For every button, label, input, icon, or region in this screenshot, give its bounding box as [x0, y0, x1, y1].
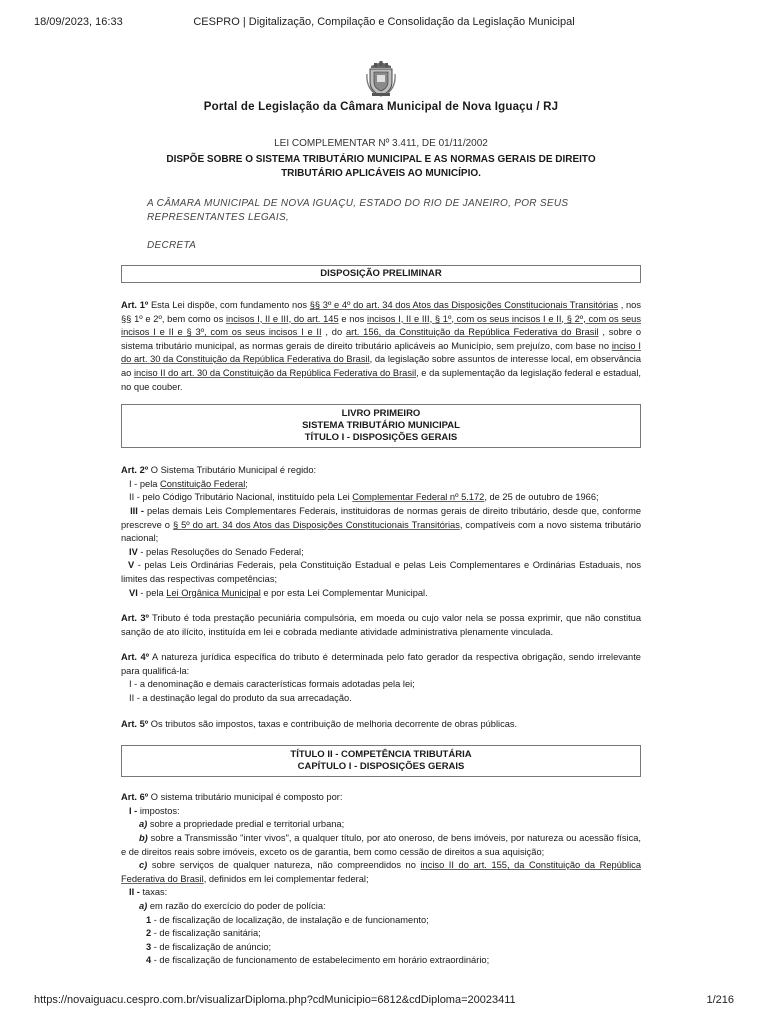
item-2 — [121, 927, 641, 941]
item-1 — [121, 914, 641, 928]
inciso-label: III - — [130, 505, 144, 516]
legal-reference-link[interactable]: inciso I do art. 30 da Constituição da República Federativa do Brasil — [121, 340, 642, 365]
print-header — [34, 16, 734, 30]
alinea-label: a) — [139, 901, 148, 911]
article-label: Art. 1º — [121, 300, 149, 310]
inciso-ii: II - a destinação legal do produto da sua arrecadação. — [129, 693, 352, 704]
inciso-iii — [121, 505, 641, 546]
inciso-iv — [121, 546, 641, 560]
item-text: - de fiscalização de localização, de instalação e de funcionamento; — [151, 914, 429, 925]
section-heading-text: DISPOSIÇÃO PRELIMINAR — [320, 268, 442, 279]
item-text: - de fiscalização sanitária; — [151, 928, 261, 939]
article-text: , da legislação sobre assuntos de interesse local, em observância ao — [121, 354, 642, 378]
article-label: Art. 3º — [121, 613, 149, 624]
print-page-title: CESPRO | Digitalização, Compilação e Consolidação da Legislação Municipal — [193, 16, 575, 28]
article-label: Art. 2º — [121, 465, 149, 476]
inciso-text: impostos: — [137, 805, 180, 816]
alinea-label: b) — [139, 833, 148, 844]
inciso-label: V — [128, 560, 135, 571]
inciso-text: - pela — [137, 587, 167, 598]
alinea-c — [121, 859, 641, 886]
item-text: - de fiscalização de anúncio; — [151, 941, 272, 952]
article-label: Art. 4º — [121, 652, 150, 663]
article-text: O Sistema Tributário Municipal é regido: — [148, 465, 317, 476]
alinea-text: sobre a Transmissão "inter vivos", a qualquer título, por ato oneroso, de bens imóveis, por natureza ou acessão física, e de direitos reais sobre imóveis, exceto os de garantia, bem como cessão de direitos a sua aquisição; — [121, 833, 641, 857]
inciso-text: e por esta Lei Complementar Municipal. — [260, 587, 428, 598]
legal-reference-link[interactable]: Lei Orgânica Municipal — [166, 587, 261, 598]
inciso-text: ; — [245, 478, 248, 489]
section-heading-text: TÍTULO II - COMPETÊNCIA TRIBUTÁRIA — [290, 749, 472, 761]
alinea-a — [121, 900, 641, 914]
legal-reference-link[interactable]: incisos I, II e III, do art. 145 — [225, 313, 339, 324]
inciso-text: - pela — [131, 478, 161, 489]
print-datetime: 18/09/2023, 16:33 — [34, 16, 123, 28]
article-text: A natureza jurídica específica do tributo é determinada pelo fato gerador da respectiva obrigação, sendo irrelevante para qualificá-la: — [121, 652, 641, 676]
inciso-text: , de 25 de outubro de 1966; — [484, 492, 599, 503]
article-1 — [121, 299, 641, 394]
section-heading-text: SISTEMA TRIBUTÁRIO MUNICIPAL — [302, 420, 460, 432]
coat-of-arms-icon — [365, 60, 397, 98]
article-text: Os tributos são impostos, taxas e contribuição de melhoria decorrente de obras públicas. — [148, 718, 518, 729]
inciso-ii — [121, 886, 641, 900]
alinea-a — [121, 818, 641, 832]
article-text: O sistema tributário municipal é composto por: — [148, 792, 343, 803]
article-text: , nos §§ 1º e 2º, bem como os — [121, 300, 641, 324]
alinea-text: , definidos em lei complementar federal; — [203, 873, 369, 884]
preamble: A CÂMARA MUNICIPAL DE NOVA IGUAÇU, ESTADO DO RIO DE JANEIRO, POR SEUS REPRESENTANTES LEGAIS, — [147, 198, 569, 223]
law-summary: DISPÕE SOBRE O SISTEMA TRIBUTÁRIO MUNICIPAL E AS NORMAS GERAIS DE DIREITO TRIBUTÁRIO APLICÁVEIS AO MUNICÍPIO. — [166, 154, 596, 179]
inciso-i — [121, 805, 641, 819]
alinea-text: em razão do exercício do poder de polícia: — [147, 901, 326, 911]
article-text: , sobre o sistema tributário municipal, as normas gerais de direito tributário aplicáveis ao Município, sem prejuízo, com base no — [121, 327, 641, 351]
legal-reference-link[interactable]: § 5º do art. 34 dos Atos das Disposições Constitucionais Transitórias — [172, 519, 460, 530]
inciso-text: pelas demais Leis Complementares Federais, instituidoras de normas gerais de direito tributário, desde que, conforme prescreve o — [121, 505, 641, 530]
print-url: https://novaiguacu.cespro.com.br/visualizarDiploma.php?cdMunicipio=6812&cdDiploma=20023411 — [34, 994, 516, 1006]
item-3 — [121, 941, 641, 955]
legal-reference-link[interactable]: §§ 3º e 4º do art. 34 dos Atos das Disposições Constitucionais Transitórias — [309, 300, 619, 310]
article-text: , do — [321, 327, 346, 338]
inciso-label: IV — [129, 546, 138, 557]
inciso-vi — [121, 587, 641, 601]
legal-reference-link[interactable]: incisos I, II e III, § 1º, com os seus incisos I e II, § 2º, com os seus incisos I e II e § 3º, com os seus incisos I e II — [121, 313, 641, 338]
print-page-number: 1/216 — [706, 994, 734, 1006]
section-heading-text: LIVRO PRIMEIRO — [341, 408, 421, 420]
item-number: 1 — [146, 914, 152, 925]
article-3 — [121, 612, 641, 639]
decreta: DECRETA — [147, 240, 197, 251]
inciso-text: - pelas Resoluções do Senado Federal; — [137, 546, 304, 557]
inciso-i — [121, 478, 641, 492]
inciso-text: - pelo Código Tributário Nacional, instituído pela Lei — [134, 492, 353, 503]
article-text: e nos — [338, 313, 367, 324]
inciso-label: II — [129, 492, 135, 503]
inciso-label: VI — [129, 587, 138, 598]
article-label: Art. 5º — [121, 718, 149, 729]
legal-reference-link[interactable]: Complementar Federal nº 5.172 — [352, 492, 485, 503]
section-heading-titulo-ii — [121, 745, 641, 777]
alinea-text: sobre a propriedade predial e territorial urbana; — [147, 819, 345, 830]
portal-title: Portal de Legislação da Câmara Municipal de Nova Iguaçu / RJ — [203, 101, 559, 113]
item-number: 4 — [146, 955, 152, 966]
alinea-text: sobre serviços de qualquer natureza, não compreendidos no — [147, 860, 421, 871]
section-heading-text: TÍTULO I - DISPOSIÇÕES GERAIS — [304, 432, 458, 444]
article-4 — [121, 651, 641, 705]
document-content — [121, 60, 641, 968]
item-text: - de fiscalização de funcionamento de estabelecimento em horário extraordinário; — [151, 955, 490, 966]
inciso-label: II - — [129, 887, 140, 898]
inciso-text: , compatíveis com a novo sistema tributário nacional; — [121, 519, 642, 544]
inciso-i: I - a denominação e demais características formais adotadas pela lei; — [129, 679, 415, 690]
article-label: Art. 6º — [121, 792, 149, 803]
article-text: Tributo é toda prestação pecuniária compulsória, em moeda ou cujo valor nela se possa exprimir, que não constitua sanção de ato ilícito, instituída em lei e cobrada mediante atividade administrativa plenamente vinculada. — [121, 613, 641, 637]
inciso-label: I — [129, 478, 132, 489]
alinea-label: a) — [139, 819, 148, 830]
alinea-b — [121, 832, 641, 859]
print-footer — [34, 994, 734, 1008]
section-heading-preliminar — [121, 265, 641, 283]
inciso-label: I - — [129, 805, 138, 816]
item-4 — [121, 954, 641, 968]
alinea-label: c) — [139, 860, 148, 871]
article-6 — [121, 791, 641, 968]
inciso-text: taxas: — [139, 887, 168, 898]
law-number: LEI COMPLEMENTAR Nº 3.411, DE 01/11/2002 — [274, 138, 488, 149]
legal-reference-link[interactable]: inciso II do art. 30 da Constituição da República Federativa do Brasil — [133, 367, 417, 378]
section-heading-text: CAPÍTULO I - DISPOSIÇÕES GERAIS — [297, 761, 465, 773]
section-heading-livro-primeiro — [121, 404, 641, 448]
legal-reference-link[interactable]: inciso II do art. 155, da Constituição da República Federativa do Brasil — [121, 860, 642, 884]
inciso-v — [121, 559, 641, 586]
item-number: 2 — [146, 928, 152, 939]
legal-reference-link[interactable]: art. 156, da Constituição da República Federativa do Brasil — [345, 327, 599, 338]
article-text: Esta Lei dispõe, com fundamento nos — [148, 300, 310, 310]
article-5 — [121, 718, 641, 732]
article-2 — [121, 464, 641, 600]
inciso-ii — [121, 491, 641, 505]
item-number: 3 — [146, 941, 152, 952]
article-text: , e da suplementação da legislação federal e estadual, no que couber. — [121, 367, 641, 392]
inciso-text: - pelas Leis Ordinárias Federais, pela Constituição Estadual e pelas Leis Complementares e Ordinárias Estaduais, nos limites das respectivas competências; — [121, 560, 641, 584]
legal-reference-link[interactable]: Constituição Federal — [160, 478, 246, 489]
